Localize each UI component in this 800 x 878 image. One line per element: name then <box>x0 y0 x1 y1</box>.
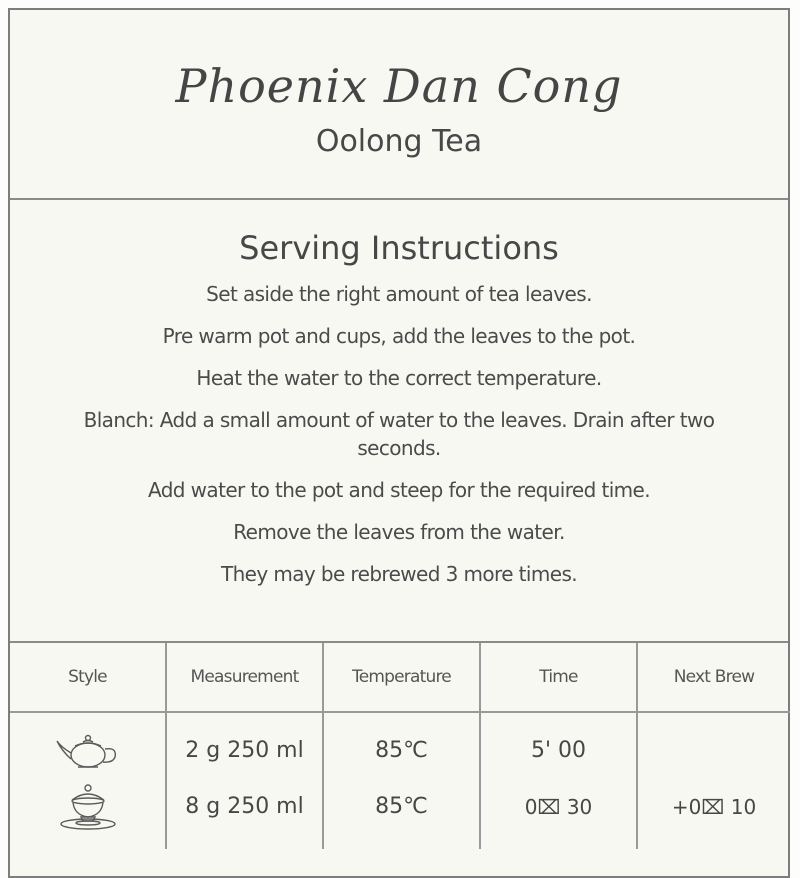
instruction-step: Set aside the right amount of tea leaves. <box>206 282 592 306</box>
column-header-time: Time <box>480 643 637 712</box>
table-row <box>10 712 790 849</box>
instruction-step: Add water to the pot and steep for the required time. <box>147 478 650 502</box>
temperature-value: 85℃ <box>375 738 428 763</box>
time-value: 0⌧ 30 <box>524 795 593 819</box>
column-header-next-brew: Next Brew <box>637 643 790 712</box>
style-cell <box>10 712 166 849</box>
gaiwan-icon <box>10 779 165 835</box>
brewing-table <box>10 643 790 849</box>
time-cell <box>480 712 637 849</box>
teapot-icon <box>10 723 165 779</box>
table-header-row <box>10 643 790 712</box>
instruction-step: Pre warm pot and cups, add the leaves to the pot. <box>162 324 636 348</box>
measurement-cell <box>166 712 323 849</box>
next-brew-value: +0⌧ 10 <box>671 795 757 819</box>
time-value: 5' 00 <box>530 738 587 763</box>
instruction-step: Remove the leaves from the water. <box>233 520 565 544</box>
column-header-temperature: Temperature <box>323 643 480 712</box>
next-brew-value <box>638 723 790 779</box>
instruction-step: They may be rebrewed 3 more times. <box>220 562 578 586</box>
instruction-step: Heat the water to the correct temperature. <box>196 366 602 390</box>
serving-instructions-section <box>10 200 788 643</box>
card-header <box>10 10 788 200</box>
temperature-value: 85℃ <box>375 794 428 819</box>
tea-name-title: Phoenix Dan Cong <box>175 59 623 113</box>
column-header-measurement: Measurement <box>166 643 323 712</box>
temperature-cell <box>323 712 480 849</box>
instruction-step: Blanch: Add a small amount of water to the leaves. Drain after two seconds. <box>83 408 715 460</box>
measurement-value: 8 g 250 ml <box>185 794 304 819</box>
measurement-value: 2 g 250 ml <box>185 738 304 763</box>
column-header-style: Style <box>10 643 166 712</box>
instruction-steps-list <box>10 280 788 588</box>
tea-card <box>8 8 790 878</box>
next-brew-cell <box>637 712 790 849</box>
tea-type-subtitle: Oolong Tea <box>315 124 483 159</box>
serving-instructions-heading: Serving Instructions <box>239 229 559 267</box>
